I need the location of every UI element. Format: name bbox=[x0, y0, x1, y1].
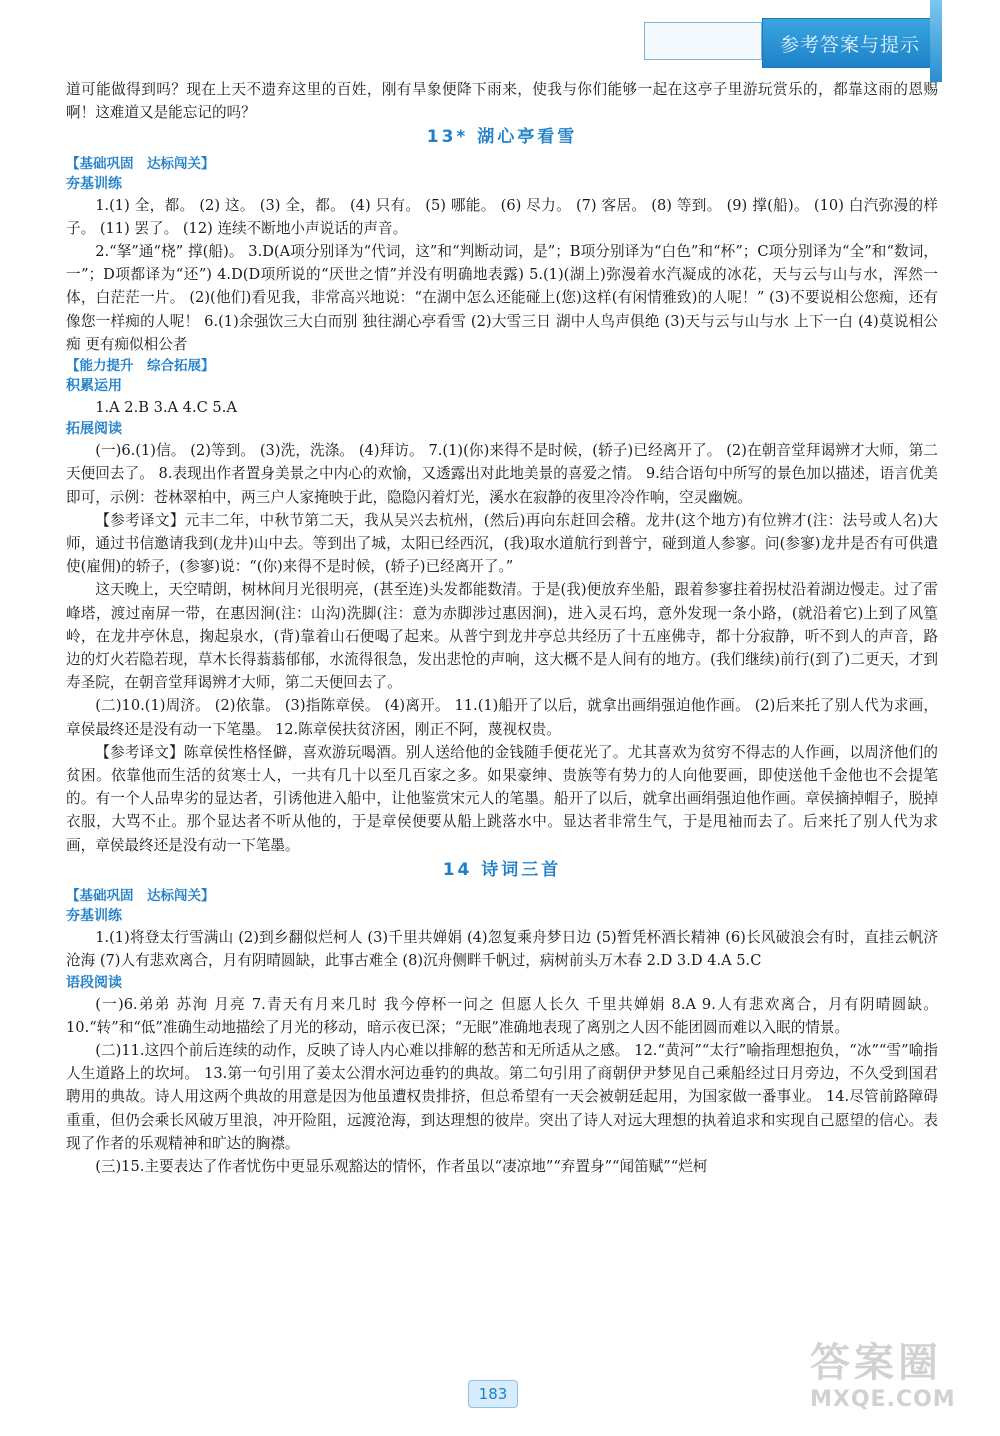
lesson13-tag-basic: 【基础巩固 达标闯关】 bbox=[66, 155, 215, 172]
lesson14-title: 14 诗词三首 bbox=[442, 859, 562, 880]
lesson13-sub-practice: 夯基训练 bbox=[66, 175, 122, 192]
lesson14-p4: (三)15.主要表达了作者忧伤中更显乐观豁达的情怀，作者虽以“凄凉地”“弃置身”“闻笛赋”“烂柯 bbox=[95, 1157, 708, 1175]
watermark-bottom: MXQE.COM bbox=[810, 1387, 956, 1412]
lesson14-p2: (一)6.弟弟 苏洵 月亮 7.青天有月来几时 我今停杯一问之 但愿人长久 千里共婵娟 8.A 9.人有悲欢离合，月有阴晴圆缺。 10.“转”和“低”准确生动地描绘了月光的移动，暗示夜已深；“无眠”准确地表现了离别之人因不能团圆而难以入眠的情景。 bbox=[66, 995, 938, 1036]
header-blank-box bbox=[644, 22, 762, 60]
header-stripe bbox=[930, 0, 942, 82]
lesson13-p4: (一)6.(1)信。 (2)等到。 (3)洗，洗涤。 (4)拜访。 7.(1)(你)来得不是时候，(轿子)已经离开了。 (2)在朝音堂拜谒辨才大师，第二天便回去了。 8.表现出作者置身美景之中内心的欢愉，又透露出对此地美景的喜爱之情。 9.结合语句中所写的景色加以描述，语言优美即可，示例：苍林翠柏中，两三户人家掩映于此，隐隐闪着灯光，溪水在寂静的夜里冷冷作响，空灵幽婉。 bbox=[66, 442, 938, 506]
lesson13-tag-ability: 【能力提升 综合拓展】 bbox=[66, 358, 215, 375]
lesson14-p3: (二)11.这四个前后连续的动作，反映了诗人内心难以排解的愁苦和无所适从之感。 12.“黄河”“太行”喻指理想抱负，“冰”“雪”喻指人生道路上的坎坷。 13.第一句引用了姜太公渭水河边垂钓的典故。第二句引用了商朝伊尹梦见自己乘船经过日月旁边，不久受到国君聘用的典故。诗人用这两个典故的用意是因为他虽遭权贵排挤，但总希望有一天会被朝廷起用，为国家做一番事业。 14.尽管前路障碍重重，但仍会乘长风破万里浪，冲开险阻，远渡沧海，到达理想的彼岸。突出了诗人对远大理想的执着追求和实现自己愿望的信心。表现了作者的乐观精神和旷达的胸襟。 bbox=[66, 1041, 938, 1152]
watermark-top: 答案圈 bbox=[810, 1340, 942, 1386]
lesson13-p7: (二)10.(1)周济。 (2)依靠。 (3)指陈章侯。 (4)离开。 11.(1)船开了以后，就拿出画绢强迫他作画。 (2)后来托了别人代为求画，章侯最终还是没有动一下笔墨。 12.陈章侯扶贫济困，刚正不阿，蔑视权贵。 bbox=[66, 697, 938, 738]
page-number: 183 bbox=[468, 1380, 518, 1408]
lesson13-p2: 2.“拏”通“桡” 撑(船)。 3.D(A项分别译为“代词，这”和“判断动词，是”；B项分别译为“白色”和“杯”；C项分别译为“全”和“数词，一”；D项都译为“还”) 4.D(D项所说的“厌世之情”并没有明确地表露) 5.(1)(湖上)弥漫着水汽凝成的冰花，天与云与山与水，浑然一体，白茫茫一片。 (2)(他们)看见我，非常高兴地说：“在湖中怎么还能碰上(您)这样(有闲情雅致)的人呢！” (3)不要说相公您痴，还有像您一样痴的人呢！ 6.(1)余强饮三大白而别 独往湖心亭看雪 (2)大雪三日 湖中人鸟声俱绝 (3)天与云与山与水 上下一白 (4)莫说相公痴 更有痴似相公者 bbox=[66, 243, 938, 353]
watermark-logo bbox=[810, 1340, 990, 1430]
paragraph-top: 道可能做得到吗？现在上天不遗弃这里的百姓，刚有旱象便降下雨来，使我与你们能够一起在这亭子里游玩赏乐的，都靠这雨的恩赐啊！这难道又是能忘记的吗？ bbox=[66, 81, 938, 122]
lesson13-title: 13* 湖心亭看雪 bbox=[426, 127, 578, 148]
lesson14-tag-basic: 【基础巩固 达标闯关】 bbox=[66, 888, 215, 905]
lesson13-p5: 【参考译文】元丰二年，中秋节第二天，我从吴兴去杭州，(然后)再向东赶回会稽。龙井(这个地方)有位辨才(注：法号或人名)大师，通过书信邀请我到(龙井)山中去。等到出了城，太阳已经西沉，(我)取水道航行到普宁，碰到道人参寥。问(参寥)龙井是否有可供遣使(雇佣)的轿子，(参寥)说：“(你)来得不是时候，(轿子)已经离开了。” bbox=[66, 511, 938, 576]
header-tag: 参考答案与提示 bbox=[762, 18, 938, 68]
lesson13-p8: 【参考译文】陈章侯性格怪僻，喜欢游玩喝酒。别人送给他的金钱随手便花光了。尤其喜欢为贫穷不得志的人作画，以周济他们的贫困。依靠他而生活的贫寒士人，一共有几十以至几百家之多。如果豪绅、贵族等有势力的人向他要画，即使送他千金他也不会提笔的。有一个人品卑劣的显达者，引诱他进入船中，让他鉴赏宋元人的笔墨。船开了以后，就拿出画绢强迫他作画。章侯摘掉帽子，脱掉衣服，大骂不止。那个显达者不听从他的，于是章侯便要从船上跳落水中。显达者非常生气，于是甩袖而去了。后来托了别人代为求画，章侯最终还是没有动一下笔墨。 bbox=[66, 743, 938, 854]
lesson13-p6: 这天晚上，天空晴朗，树林间月光很明亮，(甚至连)头发都能数清。于是(我)便放弃坐船，跟着参寥拄着拐杖沿着湖边慢走。过了雷峰塔，渡过南屏一带，在惠因涧(注：山沟)洗脚(注：意为赤脚涉过惠因涧)，进入灵石坞，意外发现一条小路，(就沿着它)上到了风篁岭，在龙井亭休息，掬起泉水，(背)靠着山石便喝了起来。从普宁到龙井亭总共经历了十五座佛寺，都十分寂静，听不到人的声音，路边的灯火若隐若现，草木长得蓊蓊郁郁，水流得很急，发出悲怆的声响，这大概不是人间有的地方。(我们继续)前行(到了)二更天，才到寿圣院，在朝音堂拜谒辨才大师，第二天便回去了。 bbox=[66, 581, 938, 692]
lesson13-sub-ext: 拓展阅读 bbox=[66, 421, 122, 438]
lesson13-p1: 1.(1) 全，都。 (2) 这。 (3) 全，都。 (4) 只有。 (5) 哪能。 (6) 尽力。 (7) 客居。 (8) 等到。 (9) 撑(船)。 (10) 白汽弥漫的样子。 (11) 罢了。 (12) 连续不断地小声说话的声音。 bbox=[66, 196, 938, 237]
lesson14-sub-reading: 语段阅读 bbox=[66, 974, 122, 991]
lesson14-sub-practice: 夯基训练 bbox=[66, 908, 122, 925]
content bbox=[66, 78, 938, 1178]
lesson14-p1: 1.(1)将登太行雪满山 (2)到乡翻似烂柯人 (3)千里共婵娟 (4)忽复乘舟梦日边 (5)暂凭杯酒长精神 (6)长风破浪会有时，直挂云帆济沧海 (7)人有悲欢离合，月有阴晴圆缺，此事古难全 (8)沉舟侧畔千帆过，病树前头万木春 2.D 3.D 4.A 5.C bbox=[66, 929, 938, 970]
lesson13-sub-accum: 积累运用 bbox=[66, 378, 122, 395]
lesson13-p3: 1.A 2.B 3.A 4.C 5.A bbox=[95, 399, 237, 417]
